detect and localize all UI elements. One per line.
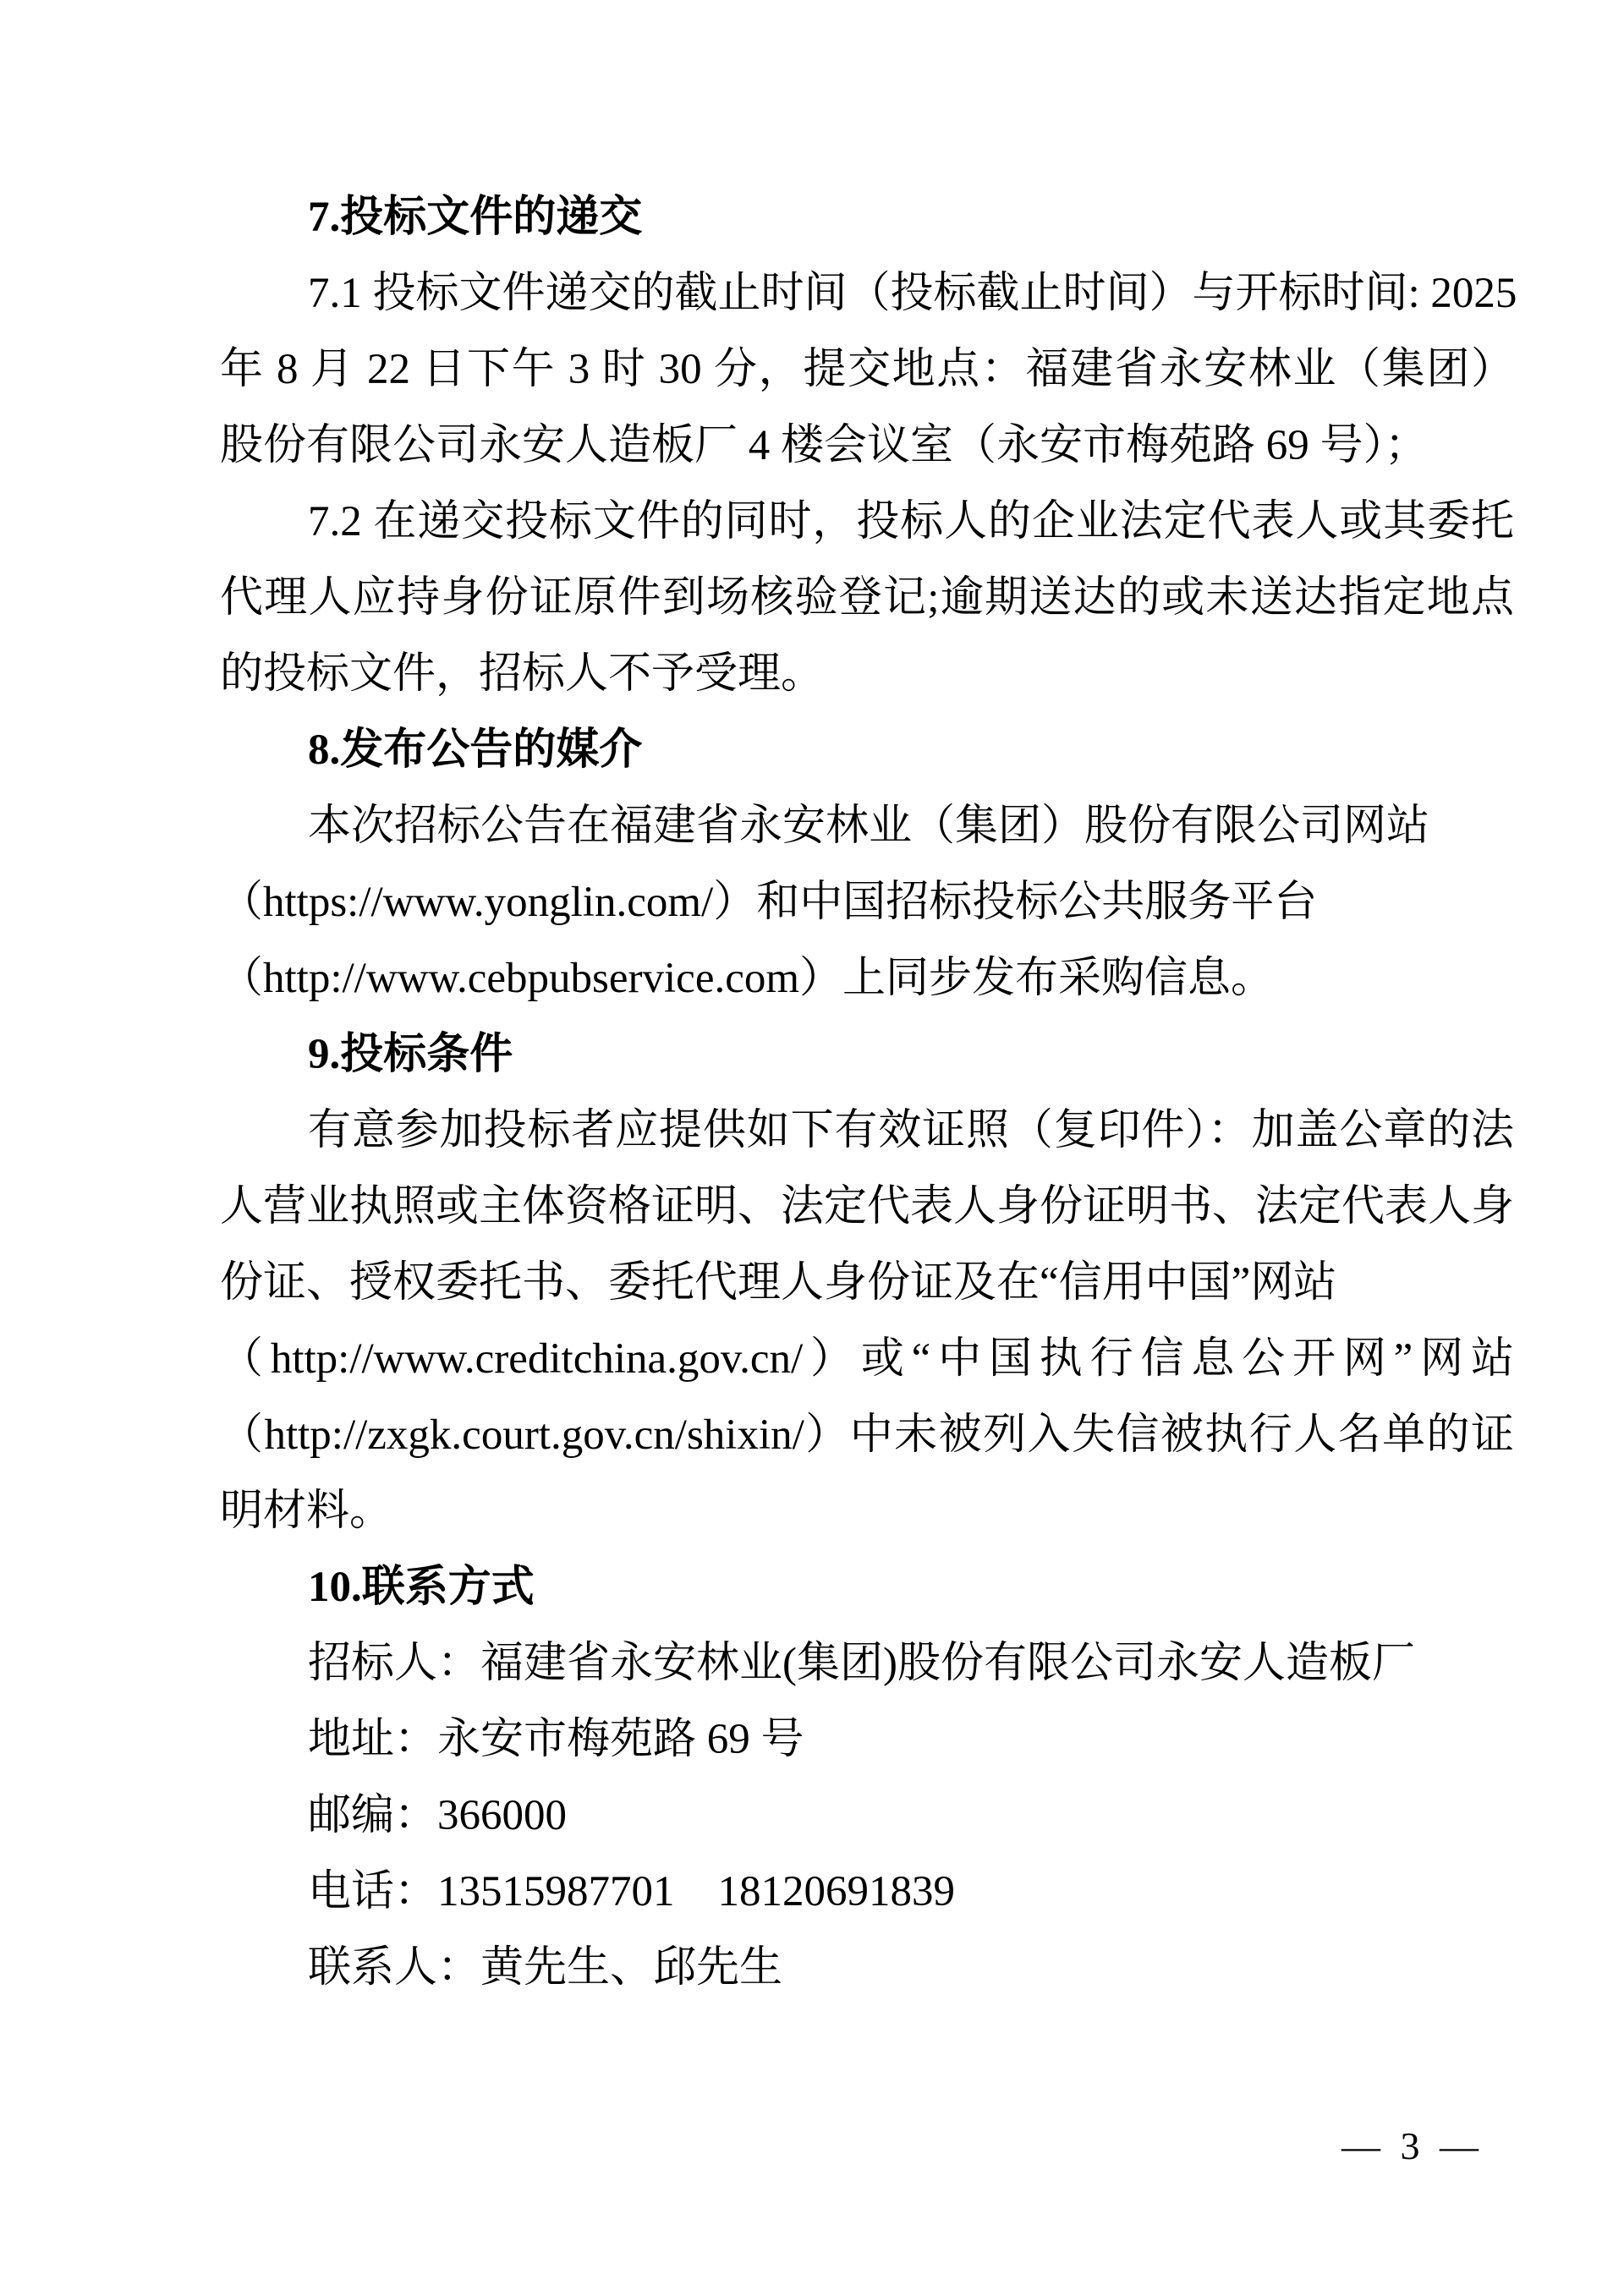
text-line: 本次招标公告在福建省永安林业（集团）股份有限公司网站: [308, 803, 1430, 850]
text-line: 地址：永安市梅苑路 69 号: [308, 1716, 804, 1763]
text-line: 7.2 在递交投标文件的同时，投标人的企业法定代表人或其委托: [308, 498, 1514, 545]
text-line: 电话：13515987701 18120691839: [308, 1868, 956, 1915]
text-line: 招标人：福建省永安林业(集团)股份有限公司永安人造板厂: [308, 1640, 1415, 1687]
section-heading: 7.投标文件的递交: [308, 194, 643, 241]
text-line: 的投标文件，招标人不予受理。: [220, 650, 825, 698]
text-line: 代理人应持身份证原件到场核验登记;逾期送达的或未送达指定地点: [220, 574, 1514, 622]
text-line: 邮编：366000: [308, 1792, 568, 1839]
text-line: （http://zxgk.court.gov.cn/shixin/）中未被列入失信被执行人名单的证: [220, 1411, 1514, 1459]
section-heading: 8.发布公告的媒介: [308, 726, 643, 774]
text-line: （http://www.creditchina.gov.cn/）或“中国执行信息公开网”网站: [220, 1335, 1514, 1383]
text-line: 份证、授权委托书、委托代理人身份证及在“信用中国”网站: [220, 1259, 1337, 1307]
text-line: 有意参加投标者应提供如下有效证照（复印件）：加盖公章的法: [308, 1107, 1514, 1154]
page-number: — 3 —: [1341, 2124, 1484, 2167]
text-line: 人营业执照或主体资格证明、法定代表人身份证明书、法定代表人身: [220, 1183, 1515, 1230]
text-line: 股份有限公司永安人造板厂 4 楼会议室（永安市梅苑路 69 号）；: [220, 422, 1429, 469]
text-line: 联系人：黄先生、邱先生: [308, 1944, 783, 1992]
section-heading: 9.投标条件: [308, 1031, 513, 1078]
text-line: （https://www.yonglin.com/）和中国招标投标公共服务平台: [220, 879, 1318, 926]
text-line: 年 8 月 22 日下午 3 时 30 分，提交地点：福建省永安林业（集团）: [220, 346, 1514, 393]
text-line: （http://www.cebpubservice.com）上同步发布采购信息。: [220, 955, 1275, 1002]
document-body: [220, 179, 1517, 2006]
text-line: 明材料。: [220, 1488, 393, 1535]
text-line: 7.1 投标文件递交的截止时间（投标截止时间）与开标时间: 2025: [308, 270, 1517, 317]
section-heading: 10.联系方式: [308, 1564, 535, 1611]
